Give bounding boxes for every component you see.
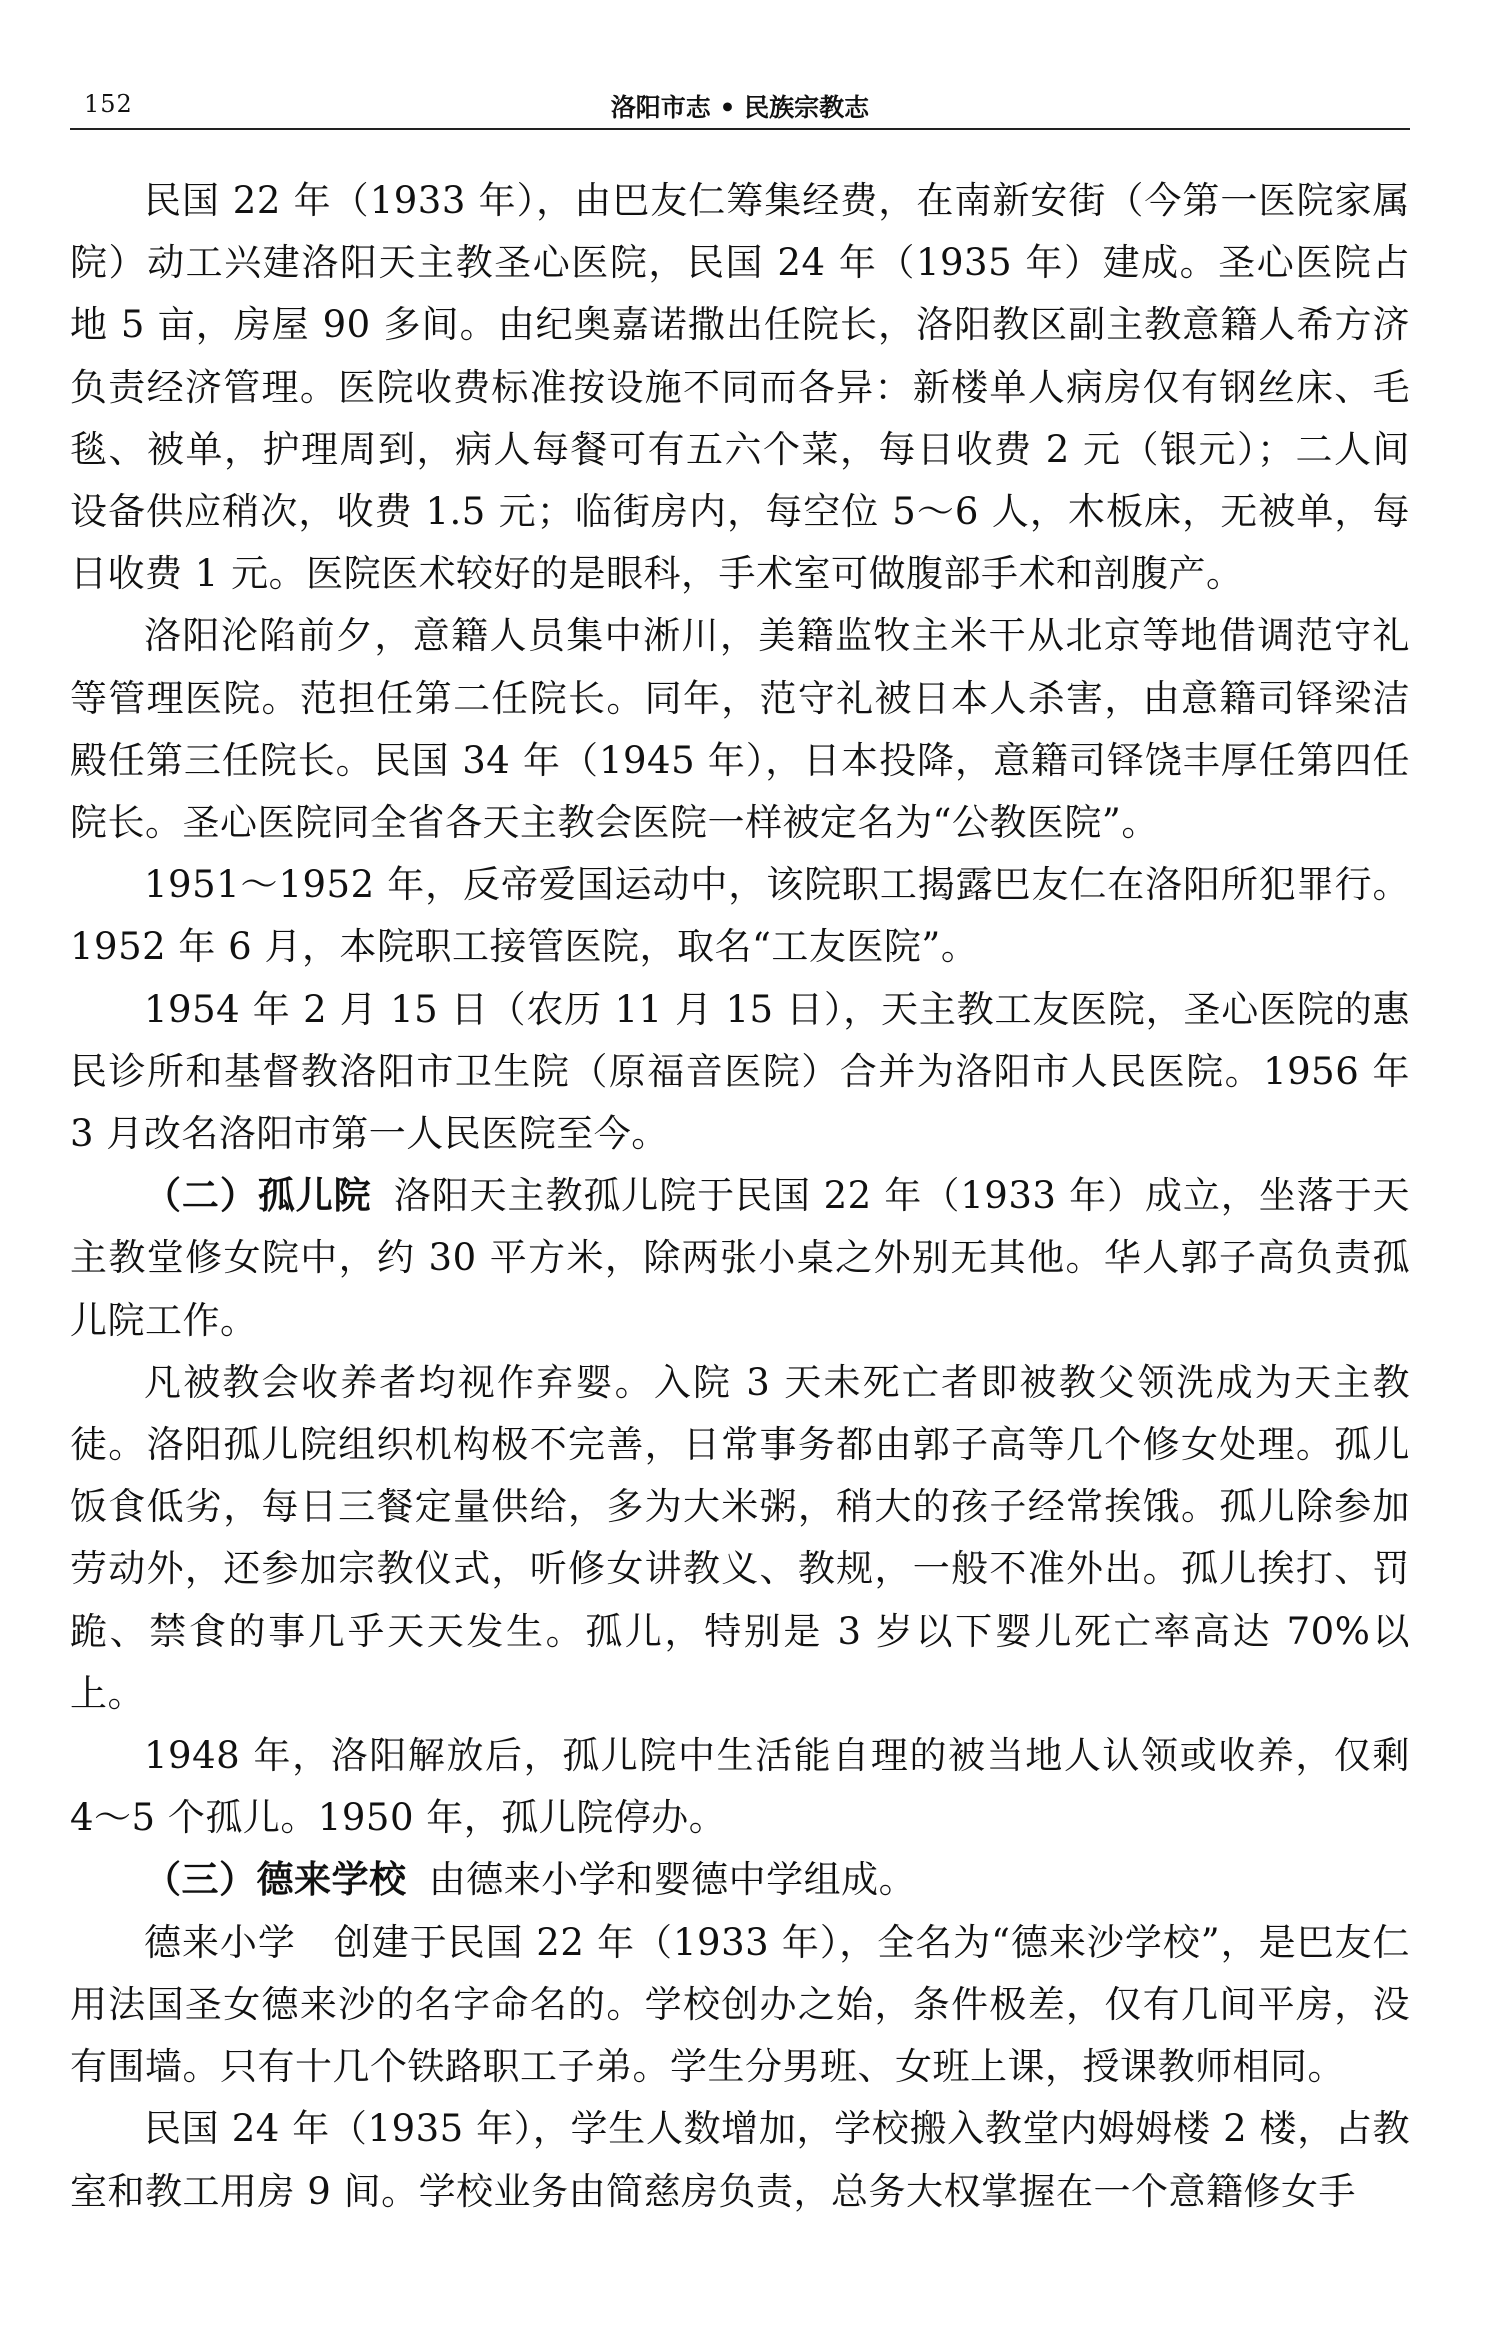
body-text bbox=[70, 170, 1410, 2223]
paragraph-text: 洛阳沦陷前夕，意籍人员集中淅川，美籍监牧主米干从北京等地借调范守礼等管理医院。范担任第二任院长。同年，范守礼被日本人杀害，由意籍司铎梁洁殿任第三任院长。民国 34 年（1945 年），日本投降，意籍司铎饶丰厚任第四任院长。圣心医院同全省各天主教会医院一样被定名为“公教医院”。 bbox=[70, 614, 1410, 845]
paragraph-delai-expansion bbox=[70, 2098, 1410, 2222]
paragraph-text: 凡被教会收养者均视作弃婴。入院 3 天未死亡者即被教父领洗成为天主教徒。洛阳孤儿院组织机构极不完善，日常事务都由郭子高等几个修女处理。孤儿饭食低劣，每日三餐定量供给，多为大米粥，稍大的孩子经常挨饿。孤儿除参加劳动外，还参加宗教仪式，听修女讲教义、教规，一般不准外出。孤儿挨打、罚跪、禁食的事几乎天天发生。孤儿，特别是 3 岁以下婴儿死亡率高达 70%以上。 bbox=[70, 1360, 1410, 1715]
page-header bbox=[70, 78, 1410, 130]
paragraph-text: 民国 22 年（1933 年），由巴友仁筹集经费，在南新安街（今第一医院家属院）动工兴建洛阳天主教圣心医院，民国 24 年（1935 年）建成。圣心医院占地 5 亩，房屋 90 多间。由纪奥嘉诺撒出任院长，洛阳教区副主教意籍人希方济负责经济管理。医院收费标准按设施不同而各异：新楼单人病房仅有钢丝床、毛毯、被单，护理周到，病人每餐可有五六个菜，每日收费 2 元（银元）；二人间设备供应稍次，收费 1.5 元；临街房内，每空位 5～6 人，木板床，无被单，每日收费 1 元。医院医术较好的是眼科，手术室可做腹部手术和剖腹产。 bbox=[70, 179, 1410, 596]
page-number: 152 bbox=[84, 90, 133, 118]
section-heading-delai-school: （三）德来学校 bbox=[144, 1858, 407, 1902]
paragraph-orphanage-closure bbox=[70, 1725, 1410, 1849]
paragraph-text: 德来小学 创建于民国 22 年（1933 年），全名为“德来沙学校”，是巴友仁用法国圣女德来沙的名字命名的。学校创办之始，条件极差，仅有几间平房，没有围墙。只有十几个铁路职工子弟。学生分男班、女班上课，授课教师相同。 bbox=[70, 1920, 1410, 2089]
paragraph-hospital-merger bbox=[70, 979, 1410, 1166]
paragraph-hospital-takeover bbox=[70, 854, 1410, 978]
paragraph-orphanage-conditions bbox=[70, 1352, 1410, 1725]
paragraph-delai-primary bbox=[70, 1912, 1410, 2099]
paragraph-orphanage bbox=[70, 1165, 1410, 1352]
paragraph-hospital-founding bbox=[70, 170, 1410, 605]
section-heading-orphanage: （二）孤儿院 bbox=[144, 1174, 372, 1218]
paragraph-text: 洛阳天主教孤儿院于民国 22 年（1933 年）成立，坐落于天主教堂修女院中，约 30 平方米，除两张小桌之外别无其他。华人郭子高负责孤儿院工作。 bbox=[70, 1174, 1411, 1342]
running-title: 洛阳市志 • 民族宗教志 bbox=[610, 93, 870, 122]
paragraph-text: 1951～1952 年，反帝爱国运动中，该院职工揭露巴友仁在洛阳所犯罪行。1952 年 6 月，本院职工接管医院，取名“工友医院”。 bbox=[70, 863, 1410, 969]
paragraph-hospital-wartime bbox=[70, 605, 1410, 854]
paragraph-text: 由德来小学和婴德中学组成。 bbox=[428, 1858, 917, 1902]
paragraph-text: 1948 年，洛阳解放后，孤儿院中生活能自理的被当地人认领或收养，仅剩 4～5 个孤儿。1950 年，孤儿院停办。 bbox=[70, 1734, 1410, 1840]
paragraph-text: 1954 年 2 月 15 日（农历 11 月 15 日），天主教工友医院，圣心医院的惠民诊所和基督教洛阳市卫生院（原福音医院）合并为洛阳市人民医院。1956 年 3 月改名洛阳市第一人民医院至今。 bbox=[70, 987, 1410, 1156]
paragraph-text: 民国 24 年（1935 年），学生人数增加，学校搬入教堂内姆姆楼 2 楼，占教室和教工用房 9 间。学校业务由简慈房负责，总务大权掌握在一个意籍修女手 bbox=[70, 2107, 1410, 2213]
paragraph-delai-school bbox=[70, 1849, 1410, 1911]
